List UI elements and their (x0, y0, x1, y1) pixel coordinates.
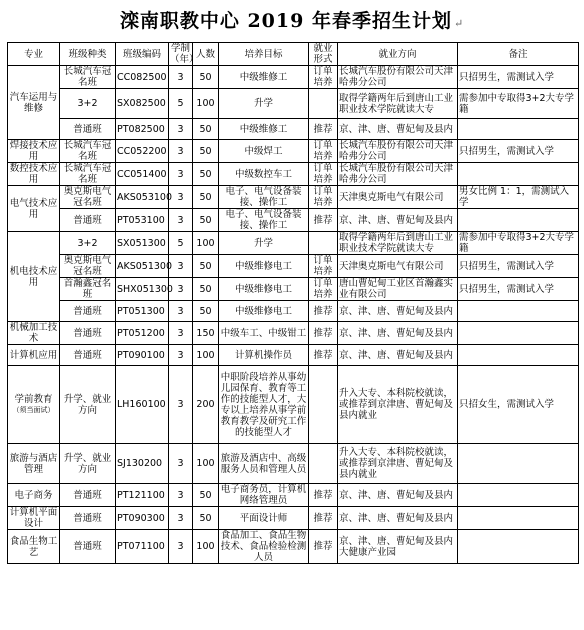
cell-employment-form: 订单培养 (309, 186, 338, 209)
cell-class-code: SHX051300 (116, 278, 169, 301)
cell-remarks: 只招女生，需测试入学 (458, 366, 579, 444)
cell-goal: 电子商务员，计算机网络管理员 (219, 484, 309, 507)
cell-count: 50 (193, 209, 219, 232)
table-row (8, 444, 579, 484)
table-row (8, 345, 579, 366)
major-name: 计算机应用 (8, 345, 60, 366)
cell-employment-direction: 京、津、唐、曹妃甸及县内 (338, 345, 458, 366)
cell-count: 50 (193, 484, 219, 507)
cell-class-code: SX051300 (116, 232, 169, 255)
cell-class-type: 普通班 (60, 322, 116, 345)
cell-employment-direction: 天津奥克斯电气有限公司 (338, 255, 458, 278)
cell-employment-direction: 天津奥克斯电气有限公司 (338, 186, 458, 209)
cell-goal: 中级维修电工 (219, 278, 309, 301)
cell-remarks (458, 444, 579, 484)
cell-count: 50 (193, 507, 219, 530)
header-major: 专业 (8, 43, 60, 66)
cell-employment-direction: 取得学籍两年后到唐山工业职业技术学院就读大专 (338, 89, 458, 119)
cell-goal: 升学 (219, 89, 309, 119)
header-class-code: 班级编码 (116, 43, 169, 66)
cell-employment-direction: 京、津、唐、曹妃甸及县内 (338, 119, 458, 140)
cell-goal: 中职阶段培养从事幼儿园保育、教育等工作的技能型人才，大专以上培养从事学前教育教学及研究工作的技能型人才 (219, 366, 309, 444)
cell-count: 50 (193, 66, 219, 89)
cell-class-type: 3+2 (60, 232, 116, 255)
header-employment-direction: 就业方向 (338, 43, 458, 66)
cell-remarks (458, 209, 579, 232)
cell-employment-direction: 京、津、唐、曹妃甸及县内 (338, 322, 458, 345)
cell-class-code: LH160100 (116, 366, 169, 444)
cell-count: 50 (193, 278, 219, 301)
cell-employment-form: 推荐 (309, 322, 338, 345)
cell-employment-form: 订单培养 (309, 163, 338, 186)
cell-goal: 电子、电气设备装接、操作工 (219, 209, 309, 232)
cell-employment-form: 订单培养 (309, 278, 338, 301)
cell-class-code: PT071100 (116, 530, 169, 564)
cell-class-code: SJ130200 (116, 444, 169, 484)
cell-count: 100 (193, 89, 219, 119)
cell-class-type: 升学、就业方向 (60, 444, 116, 484)
table-row (8, 163, 579, 186)
cell-employment-form: 推荐 (309, 507, 338, 530)
major-name: 数控技术应用 (8, 163, 60, 186)
cell-employment-form: 推荐 (309, 119, 338, 140)
cell-employment-direction: 取得学籍两年后到唐山工业职业技术学院就读大专 (338, 232, 458, 255)
cell-class-type: 长城汽车冠名班 (60, 163, 116, 186)
cell-remarks: 只招男生，需测试入学 (458, 140, 579, 163)
cell-goal: 中级维修电工 (219, 301, 309, 322)
cell-years: 3 (169, 255, 193, 278)
cell-employment-form: 推荐 (309, 301, 338, 322)
cell-employment-form: 订单培养 (309, 140, 338, 163)
header-employment-form: 就业形式 (309, 43, 338, 66)
cell-class-code: CC052200 (116, 140, 169, 163)
table-row (8, 209, 579, 232)
cell-goal: 升学 (219, 232, 309, 255)
cell-class-type: 3+2 (60, 89, 116, 119)
cell-employment-form: 推荐 (309, 530, 338, 564)
cell-years: 3 (169, 163, 193, 186)
major-name: 旅游与酒店管理 (8, 444, 60, 484)
cell-remarks (458, 163, 579, 186)
cell-remarks (458, 301, 579, 322)
cell-goal: 电子、电气设备装接、操作工 (219, 186, 309, 209)
header-goal: 培养目标 (219, 43, 309, 66)
cell-remarks: 只招男生，需测试入学 (458, 278, 579, 301)
table-row (8, 301, 579, 322)
major-name: 计算机平面设计 (8, 507, 60, 530)
cell-years: 3 (169, 484, 193, 507)
cell-employment-direction: 京、津、唐、曹妃甸及县内 (338, 209, 458, 232)
cell-goal: 中级车工、中级钳工 (219, 322, 309, 345)
paragraph-mark-icon: ↵ (453, 17, 465, 30)
cell-class-type: 普通班 (60, 345, 116, 366)
table-row (8, 278, 579, 301)
cell-remarks: 只招男生，需测试入学 (458, 255, 579, 278)
cell-class-code: AKS053100 (116, 186, 169, 209)
cell-employment-direction: 升入大专、本科院校就读，或推荐到京津唐、曹妃甸及县内就业 (338, 366, 458, 444)
cell-years: 3 (169, 66, 193, 89)
cell-class-type: 普通班 (60, 209, 116, 232)
cell-goal: 中级维修工 (219, 119, 309, 140)
cell-employment-form: 推荐 (309, 484, 338, 507)
cell-employment-form: 推荐 (309, 345, 338, 366)
cell-employment-form: 订单培养 (309, 66, 338, 89)
cell-class-code: PT051200 (116, 322, 169, 345)
cell-class-type: 长城汽车冠名班 (60, 66, 116, 89)
cell-class-code: PT082500 (116, 119, 169, 140)
cell-count: 50 (193, 119, 219, 140)
major-name: 食品生物工艺 (8, 530, 60, 564)
cell-remarks: 需参加中专取得3+2大专学籍 (458, 89, 579, 119)
cell-employment-direction: 升入大专、本科院校就读，或推荐到京津唐、曹妃甸及县内就业 (338, 444, 458, 484)
cell-class-type: 奥克斯电气冠名班 (60, 186, 116, 209)
cell-remarks (458, 119, 579, 140)
enrollment-table (7, 42, 579, 564)
major-name: 机电技术应用 (8, 232, 60, 322)
cell-goal: 旅游及酒店中、高级服务人员和管理人员 (219, 444, 309, 484)
cell-remarks: 只招男生，需测试入学 (458, 66, 579, 89)
major-name: 焊接技术应用 (8, 140, 60, 163)
cell-class-code: PT090100 (116, 345, 169, 366)
cell-class-type: 首瀚鑫冠名班 (60, 278, 116, 301)
cell-years: 3 (169, 322, 193, 345)
table-row (8, 89, 579, 119)
cell-class-code: PT053100 (116, 209, 169, 232)
cell-employment-direction: 长城汽车股份有限公司天津哈弗分公司 (338, 163, 458, 186)
cell-employment-direction: 京、津、唐、曹妃甸及县内 (338, 301, 458, 322)
table-row (8, 66, 579, 89)
cell-count: 200 (193, 366, 219, 444)
major-name: 电子商务 (8, 484, 60, 507)
cell-years: 3 (169, 278, 193, 301)
cell-class-type: 普通班 (60, 530, 116, 564)
cell-count: 50 (193, 140, 219, 163)
cell-class-code: PT051300 (116, 301, 169, 322)
table-row (8, 484, 579, 507)
table-row (8, 530, 579, 564)
major-name: 学前教育 （须当面试） (8, 366, 60, 444)
cell-goal: 平面设计师 (219, 507, 309, 530)
major-name: 电气技术应用 (8, 186, 60, 232)
cell-class-code: PT121100 (116, 484, 169, 507)
major-name: 汽车运用与维修 (8, 66, 60, 140)
table-row (8, 140, 579, 163)
cell-count: 100 (193, 530, 219, 564)
cell-goal: 中级维修工 (219, 66, 309, 89)
cell-years: 5 (169, 232, 193, 255)
cell-employment-form (309, 89, 338, 119)
table-row (8, 255, 579, 278)
cell-count: 50 (193, 255, 219, 278)
page-title: 滦南职教中心 2019 年春季招生计划 ↵ (119, 10, 465, 32)
cell-class-code: CC051400 (116, 163, 169, 186)
cell-goal: 中级焊工 (219, 140, 309, 163)
table-row (8, 507, 579, 530)
cell-employment-form (309, 366, 338, 444)
cell-years: 3 (169, 186, 193, 209)
cell-employment-direction: 唐山曹妃甸工业区首瀚鑫实业有限公司 (338, 278, 458, 301)
major-name: 机械加工技术 (8, 322, 60, 345)
cell-class-type: 奥克斯电气冠名班 (60, 255, 116, 278)
table-row (8, 119, 579, 140)
cell-goal: 计算机操作员 (219, 345, 309, 366)
header-class-type: 班级种类 (60, 43, 116, 66)
cell-class-type: 长城汽车冠名班 (60, 140, 116, 163)
cell-count: 50 (193, 186, 219, 209)
cell-class-type: 普通班 (60, 484, 116, 507)
cell-class-type: 普通班 (60, 301, 116, 322)
cell-remarks (458, 322, 579, 345)
cell-employment-direction: 京、津、唐、曹妃甸及县内 (338, 484, 458, 507)
cell-class-code: SX082500 (116, 89, 169, 119)
cell-remarks (458, 345, 579, 366)
table-row (8, 366, 579, 444)
cell-employment-form: 推荐 (309, 209, 338, 232)
cell-remarks (458, 507, 579, 530)
major-note: （须当面试） (12, 405, 55, 414)
cell-class-code: AKS051300 (116, 255, 169, 278)
cell-remarks: 男女比例 1：1，需测试入学 (458, 186, 579, 209)
header-row (8, 43, 579, 66)
cell-employment-form (309, 232, 338, 255)
cell-employment-form (309, 444, 338, 484)
cell-class-code: PT090300 (116, 507, 169, 530)
cell-employment-direction: 京、津、唐、曹妃甸及县内大健康产业园 (338, 530, 458, 564)
cell-employment-direction: 长城汽车股份有限公司天津哈弗分公司 (338, 140, 458, 163)
header-count: 人数 (193, 43, 219, 66)
cell-years: 3 (169, 366, 193, 444)
table-row (8, 232, 579, 255)
cell-class-code: CC082500 (116, 66, 169, 89)
cell-years: 3 (169, 301, 193, 322)
cell-years: 3 (169, 209, 193, 232)
cell-years: 5 (169, 89, 193, 119)
cell-years: 3 (169, 507, 193, 530)
cell-years: 3 (169, 119, 193, 140)
cell-employment-form: 订单培养 (309, 255, 338, 278)
cell-goal: 食品加工、食品生物技术、食品检验检测人员 (219, 530, 309, 564)
cell-years: 3 (169, 140, 193, 163)
cell-goal: 中级数控车工 (219, 163, 309, 186)
cell-class-type: 升学、就业方向 (60, 366, 116, 444)
cell-class-type: 普通班 (60, 507, 116, 530)
cell-employment-direction: 长城汽车股份有限公司天津哈弗分公司 (338, 66, 458, 89)
cell-goal: 中级维修电工 (219, 255, 309, 278)
cell-count: 50 (193, 163, 219, 186)
cell-employment-direction: 京、津、唐、曹妃甸及县内 (338, 507, 458, 530)
header-years: 学制（年） (170, 43, 199, 65)
header-remarks: 备注 (458, 43, 579, 66)
cell-years: 3 (169, 530, 193, 564)
cell-count: 100 (193, 345, 219, 366)
cell-years: 3 (169, 444, 193, 484)
cell-remarks (458, 484, 579, 507)
cell-remarks: 需参加中专取得3+2大专学籍 (458, 232, 579, 255)
cell-years: 3 (169, 345, 193, 366)
cell-count: 100 (193, 444, 219, 484)
table-row (8, 186, 579, 209)
cell-class-type: 普通班 (60, 119, 116, 140)
cell-count: 150 (193, 322, 219, 345)
cell-remarks (458, 530, 579, 564)
cell-count: 100 (193, 232, 219, 255)
table-row (8, 322, 579, 345)
cell-count: 50 (193, 301, 219, 322)
